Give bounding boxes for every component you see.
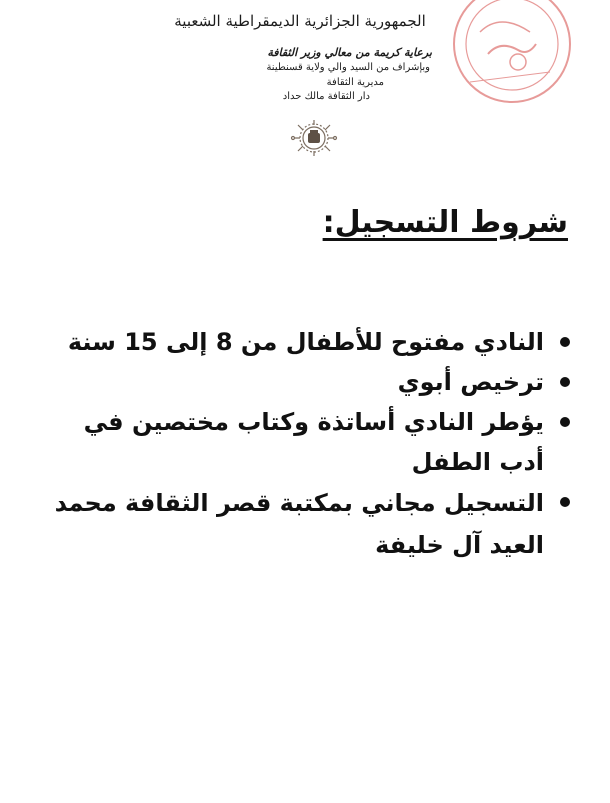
bullet-icon: [560, 377, 570, 387]
condition-text: ترخيص أبوي: [397, 368, 544, 396]
registration-heading: [323, 205, 574, 240]
list-item: [35, 362, 570, 402]
republic-name: الجمهورية الجزائرية الديمقراطية الشعبية: [174, 12, 426, 30]
official-stamp-icon: [440, 0, 580, 112]
cultural-house-line: دار الثقافة مالك حداد: [282, 91, 370, 102]
page-title: شروط التسجيل:: [322, 205, 568, 240]
directorate-line: مديرية الثقافة: [326, 77, 384, 88]
patronage-line: برعاية كريمة من معالي وزير الثقافة: [267, 46, 432, 59]
list-item: [35, 482, 570, 566]
supervision-line: وبإشراف من السيد والي ولاية قسنطينة: [266, 62, 430, 73]
culture-house-logo-icon: [289, 117, 339, 159]
conditions-list: [35, 322, 570, 566]
condition-text: يؤطر النادي أساتذة وكتاب مختصين في أدب الطفل: [83, 408, 544, 476]
bullet-icon: [560, 417, 570, 427]
condition-text: التسجيل مجاني بمكتبة قصر الثقافة محمد العيد آل خليفة: [54, 489, 544, 559]
condition-text: النادي مفتوح للأطفال من 8 إلى 15 سنة: [67, 328, 544, 356]
bullet-icon: [560, 497, 570, 507]
list-item: [35, 402, 570, 482]
list-item: [35, 322, 570, 362]
bullet-icon: [560, 337, 570, 347]
